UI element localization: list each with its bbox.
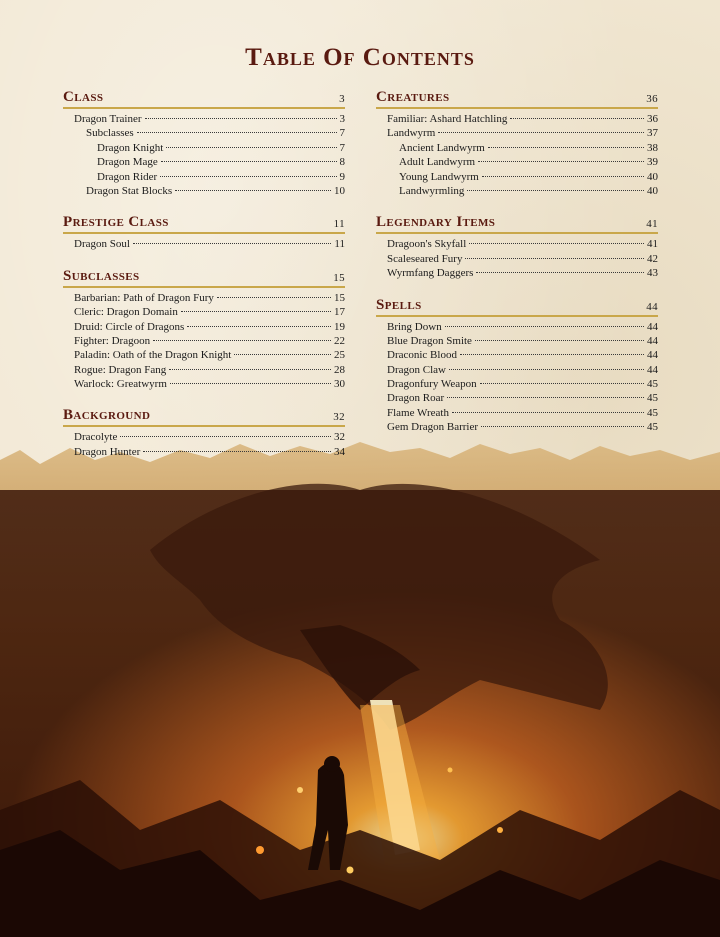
section-title: Subclasses [63, 267, 140, 284]
entry-label: Bring Down [387, 320, 442, 333]
toc-entry[interactable] [63, 334, 345, 348]
entry-label: Familiar: Ashard Hatchling [387, 113, 508, 125]
section-heading[interactable] [63, 86, 345, 109]
dot-leader [166, 147, 336, 148]
entry-label: Druid: Circle of Dragons [74, 320, 185, 333]
dot-leader [133, 243, 331, 244]
dot-leader [137, 132, 337, 133]
entry-label: Gem Dragon Barrier [387, 421, 479, 434]
dot-leader [170, 383, 331, 384]
entry-label: Landwyrm [387, 127, 436, 140]
toc-entry[interactable] [63, 141, 345, 155]
dot-leader [452, 412, 644, 413]
toc-entry[interactable] [376, 420, 658, 434]
dot-leader [475, 340, 644, 341]
dot-leader [469, 243, 644, 244]
entry-label: Dragon Roar [387, 392, 445, 405]
dot-leader [160, 176, 336, 177]
entry-page-number: 17 [334, 306, 345, 319]
section-page-number: 3 [339, 93, 345, 105]
entry-label: Blue Dragon Smite [387, 334, 472, 347]
section-heading[interactable] [63, 404, 345, 427]
entry-label: Dracolyte [74, 431, 118, 444]
toc-entry[interactable] [63, 291, 345, 305]
entry-page-number: 40 [647, 170, 658, 183]
entry-page-number: 22 [334, 334, 345, 347]
entry-label: Dragon Trainer [74, 113, 142, 125]
toc-entry[interactable] [63, 126, 345, 140]
toc-entry[interactable] [63, 430, 345, 444]
dot-leader [145, 118, 337, 119]
dot-leader [482, 176, 644, 177]
toc-entry[interactable] [63, 445, 345, 459]
dot-leader [460, 354, 644, 355]
entry-page-number: 45 [647, 392, 658, 405]
dot-leader [449, 369, 644, 370]
entry-label: Dragon Rider [97, 170, 158, 183]
entry-page-number: 15 [334, 291, 345, 304]
entry-label: Draconic Blood [387, 349, 457, 362]
entry-page-number: 9 [339, 170, 345, 183]
entry-page-number: 30 [334, 378, 345, 391]
toc-section [376, 211, 658, 280]
entry-page-number: 8 [339, 156, 345, 169]
toc-entry[interactable] [63, 363, 345, 377]
section-page-number: 11 [333, 218, 345, 231]
toc-entry[interactable] [376, 266, 658, 280]
entry-label: Wyrmfang Daggers [387, 267, 474, 280]
dot-leader [510, 118, 644, 119]
toc-entry[interactable] [376, 348, 658, 362]
dot-leader [438, 132, 644, 133]
entry-label: Fighter: Dragoon [74, 334, 151, 347]
section-heading[interactable] [376, 86, 658, 109]
toc-right-column [376, 86, 658, 448]
entry-page-number: 37 [647, 127, 658, 140]
toc-entry[interactable] [63, 155, 345, 169]
toc-entry[interactable] [376, 363, 658, 377]
entry-label: Dragon Mage [97, 156, 158, 169]
toc-left-column [63, 86, 345, 472]
dot-leader [488, 147, 644, 148]
entry-label: Barbarian: Path of Dragon Fury [74, 291, 214, 304]
toc-entry[interactable] [63, 170, 345, 184]
entry-page-number: 40 [647, 184, 658, 197]
entry-label: Rogue: Dragon Fang [74, 363, 167, 376]
dot-leader [465, 258, 644, 259]
dot-leader [181, 311, 331, 312]
entry-page-number: 7 [339, 127, 345, 140]
section-title: Spells [376, 296, 422, 313]
toc-entry[interactable] [63, 377, 345, 391]
entry-page-number: 3 [339, 113, 345, 125]
entry-page-number: 10 [334, 184, 345, 197]
entry-page-number: 38 [647, 141, 658, 154]
entry-page-number: 19 [334, 320, 345, 333]
toc-entry[interactable] [376, 237, 658, 251]
entry-page-number: 39 [647, 156, 658, 169]
dot-leader [187, 326, 331, 327]
dot-leader [143, 451, 331, 452]
section-title: Legendary Items [376, 214, 496, 231]
toc-entry[interactable] [376, 126, 658, 140]
toc-entry[interactable] [376, 252, 658, 266]
dot-leader [161, 161, 337, 162]
toc-entry[interactable] [376, 391, 658, 405]
entry-label: Landwyrmling [399, 184, 465, 197]
entry-label: Dragon Knight [97, 141, 164, 154]
entry-page-number: 41 [647, 238, 658, 251]
toc-entry[interactable] [376, 112, 658, 126]
entry-page-number: 45 [647, 378, 658, 391]
entry-label: Dragoon's Skyfall [387, 238, 467, 251]
section-heading[interactable] [376, 211, 658, 234]
section-title: Prestige Class [63, 214, 169, 231]
toc-entry[interactable] [376, 406, 658, 420]
toc-entry[interactable] [63, 305, 345, 319]
section-heading[interactable] [63, 265, 345, 288]
section-title: Background [63, 407, 151, 424]
toc-entry[interactable] [376, 184, 658, 198]
dot-leader [175, 190, 331, 191]
dot-leader [481, 426, 644, 427]
page-title: Table Of Contents [245, 44, 475, 71]
entry-page-number: 7 [339, 141, 345, 154]
section-page-number: 15 [333, 271, 345, 284]
toc-entry[interactable] [376, 320, 658, 334]
entry-label: Cleric: Dragon Domain [74, 306, 178, 319]
toc-entry[interactable] [63, 184, 345, 198]
entry-label: Dragon Claw [387, 363, 446, 376]
section-heading[interactable] [63, 211, 345, 234]
toc-section [63, 404, 345, 459]
toc-section [376, 294, 658, 435]
section-page-number: 32 [333, 411, 345, 424]
toc-entry[interactable] [63, 348, 345, 362]
entry-page-number: 36 [647, 113, 658, 125]
dot-leader [169, 369, 331, 370]
dot-leader [217, 297, 331, 298]
dot-leader [120, 436, 331, 437]
entry-label: Scaleseared Fury [387, 252, 463, 265]
entry-page-number: 28 [334, 363, 345, 376]
entry-label: Dragon Hunter [74, 445, 141, 458]
dot-leader [445, 326, 644, 327]
dot-leader [478, 161, 644, 162]
toc-section [63, 265, 345, 392]
section-page-number: 44 [646, 300, 658, 313]
section-title: Creatures [376, 89, 450, 105]
section-heading[interactable] [376, 294, 658, 317]
dot-leader [234, 354, 331, 355]
entry-label: Adult Landwyrm [399, 156, 476, 169]
entry-label: Dragon Stat Blocks [86, 184, 173, 197]
toc-entry[interactable] [376, 170, 658, 184]
toc-entry[interactable] [376, 334, 658, 348]
toc-entry[interactable] [63, 237, 345, 251]
entry-label: Dragonfury Weapon [387, 378, 477, 391]
entry-label: Young Landwyrm [399, 170, 479, 183]
dot-leader [447, 397, 644, 398]
entry-page-number: 44 [647, 320, 658, 333]
toc-entry[interactable] [63, 112, 345, 126]
toc-section [376, 86, 658, 198]
dot-leader [480, 383, 644, 384]
section-page-number: 41 [646, 218, 658, 231]
toc-entry[interactable] [63, 320, 345, 334]
entry-page-number: 44 [647, 363, 658, 376]
entry-label: Subclasses [86, 127, 134, 140]
entry-page-number: 45 [647, 421, 658, 434]
entry-page-number: 45 [647, 406, 658, 419]
toc-entry[interactable] [376, 377, 658, 391]
toc-section [63, 86, 345, 198]
dot-leader [467, 190, 644, 191]
entry-page-number: 25 [334, 349, 345, 362]
entry-label: Paladin: Oath of the Dragon Knight [74, 349, 232, 362]
section-page-number: 36 [646, 93, 658, 105]
entry-label: Ancient Landwyrm [399, 141, 485, 154]
entry-page-number: 32 [334, 431, 345, 444]
entry-page-number: 42 [647, 252, 658, 265]
entry-label: Warlock: Greatwyrm [74, 378, 167, 391]
dragon-fire-illustration [0, 430, 720, 937]
entry-page-number: 44 [647, 349, 658, 362]
toc-entry[interactable] [376, 141, 658, 155]
toc-entry[interactable] [376, 155, 658, 169]
entry-page-number: 11 [334, 238, 345, 251]
dot-leader [476, 272, 644, 273]
section-title: Class [63, 89, 104, 105]
dot-leader [153, 340, 331, 341]
entry-label: Dragon Soul [74, 238, 130, 251]
entry-page-number: 34 [334, 445, 345, 458]
entry-page-number: 43 [647, 267, 658, 280]
entry-page-number: 44 [647, 334, 658, 347]
entry-label: Flame Wreath [387, 406, 449, 419]
toc-section [63, 211, 345, 251]
